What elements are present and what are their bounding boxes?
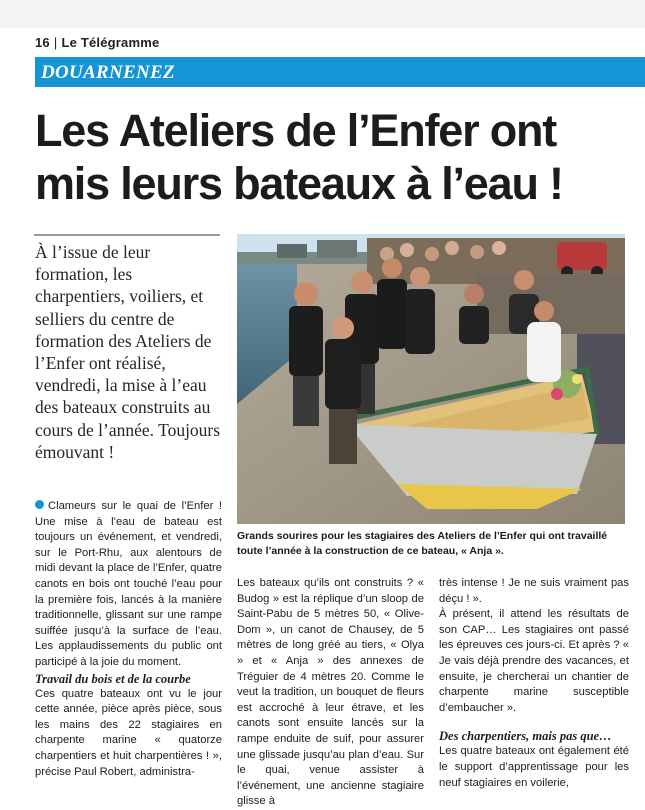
bullet-dot-icon <box>35 500 44 509</box>
lead-paragraph: À l’issue de leur formation, les charpentiers, voiliers, et selliers du centre de formation des Ateliers de l’Enfer ont réalisé, vendredi, la mise à l’eau des bateaux construits au cours de l’année. Toujours émouvant ! <box>35 242 221 462</box>
subheading: Des charpentiers, mais pas que… <box>439 729 612 744</box>
headline: Les Ateliers de l’Enfer ont mis leurs bateaux à l’eau ! <box>35 105 563 209</box>
article-paragraph: À présent, il attend les résultats de son CAP… Les stagiaires ont passé les épreuves ces jours-ci. Et après ? « Je vais déjà prendre des vacances, et ensuite, je chercherai un chantier de charpente marine susceptible d’embaucher ». <box>439 608 629 714</box>
article-column-3 <box>439 576 629 791</box>
article-paragraph: très intense ! Je ne suis vraiment pas déçu ! ». <box>439 577 629 605</box>
article-photo <box>237 234 625 524</box>
section-banner <box>35 57 645 87</box>
article-paragraph: Les bateaux qu’ils ont construits ? « Budog » est la réplique d’un sloop de Saint-Pabu de 5 mètres 50, « Olive-Dom », un canot de Chausey, de 5 mètres de long gréé au tiers, « Olya » et « Anja » des annexes de Tréguier de 4 mètres 20. Comme le veut la tradition, un bouquet de fleurs est accroché à leur étrave, et les canots sont ensuite lancés sur la rampe enduite de suif, pour assurer une glissade jusqu’au plan d’eau. Sur le quai, venue assister à l’événement, une ancienne stagiaire glisse à <box>237 577 424 808</box>
photo-caption: Grands sourires pour les stagiaires des Ateliers de l’Enfer qui ont travaillé toute l’année à la construction de ce bateau, « Anja ». <box>237 530 608 557</box>
section-label: DOUARNENEZ <box>41 62 175 83</box>
article-paragraph <box>35 499 222 671</box>
article-paragraph: Les quatre bateaux ont également été le support d’apprentissage pour les neuf stagiaires en voilerie, <box>439 745 629 789</box>
page-header <box>35 35 159 50</box>
paragraph-text: Clameurs sur le quai de l’Enfer ! Une mise à l’eau de bateau est toujours un événement, et vendredi, sur le Port-Rhu, aux alentours de midi devant la place de l’Enfer, quatre canots en bois ont touché l’eau pour la première fois, lancés à la manière traditionnelle, glissant sur une rampe suiffée jusqu’à la surface de l’eau. Les applaudissements du public ont participé à la joie du moment. <box>35 500 222 668</box>
top-margin <box>0 0 645 28</box>
article-column-2 <box>237 576 424 810</box>
newspaper-name: Le Télégramme <box>61 35 160 50</box>
header-separator: | <box>53 35 58 50</box>
lead-divider <box>34 234 220 236</box>
article-paragraph: Ces quatre bateaux ont vu le jour cette année, pièce après pièce, sous les mains des 22 stagiaires en charpente marine « quatorze charpentiers et huit charpentières ! », précise Paul Robert, administra- <box>35 687 222 778</box>
page-number: 16 <box>35 35 50 50</box>
subheading: Travail du bois et de la courbe <box>35 671 191 686</box>
photo-illustration <box>237 234 625 524</box>
article-column-1 <box>35 499 222 780</box>
